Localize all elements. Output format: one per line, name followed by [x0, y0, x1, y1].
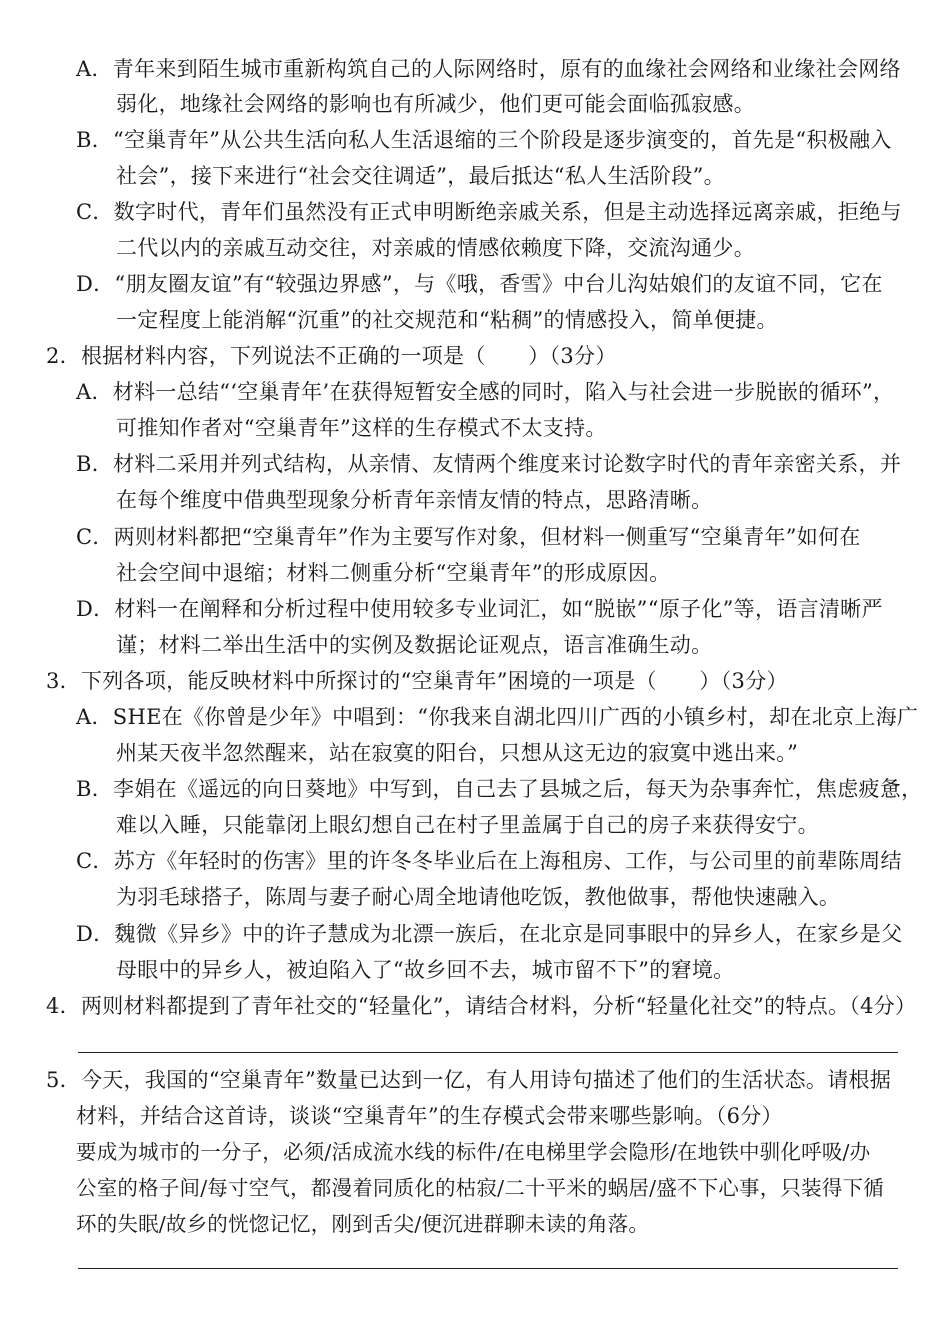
q2-option-a-line1: A．材料一总结“‘空巢青年’在获得短暂安全感的同时，陷入与社会进一步脱嵌的循环”， [76, 380, 895, 404]
q5-answer-line[interactable] [78, 1268, 898, 1269]
q2-option-d-line1: D．材料一在阐释和分析过程中使用较多专业词汇，如“脱嵌”“原子化”等，语言清晰严 [76, 597, 883, 621]
q1-option-a-line1: A．青年来到陌生城市重新构筑自己的人际网络时，原有的血缘社会网络和业缘社会网络 [76, 57, 901, 81]
q3-option-b-line1: B．李娟在《遥远的向日葵地》中写到，自己去了县城之后，每天为杂事奔忙，焦虑疲惫， [76, 777, 923, 801]
q4-stem: 4．两则材料都提到了青年社交的“轻量化”，请结合材料，分析“轻量化社交”的特点。（4分） [46, 994, 917, 1018]
q1-option-d-line2: 一定程度上能消解“沉重”的社交规范和“粘稠”的情感投入，简单便捷。 [116, 308, 778, 332]
q5-poem-line3: 环的失眠/故乡的恍惚记忆，刚到舌尖/便沉进群聊未读的角落。 [76, 1212, 650, 1236]
q1-option-d-line1: D．“朋友圈友谊”有“较强边界感”，与《哦，香雪》中台儿沟姑娘们的友谊不同，它在 [76, 272, 883, 296]
q3-option-a-line2: 州某天夜半忽然醒来，站在寂寞的阳台，只想从这无边的寂寞中逃出来。” [116, 741, 799, 765]
q3-option-b-line2: 难以入睡，只能靠闭上眼幻想自己在村子里盖属于自己的房子来获得安宁。 [116, 813, 819, 837]
q1-option-b-line1: B．“空巢青年”从公共生活向私人生活退缩的三个阶段是逐步演变的，首先是“积极融入 [76, 128, 892, 152]
q3-option-d-line2: 母眼中的异乡人，被迫陷入了“故乡回不去，城市留不下”的窘境。 [116, 958, 735, 982]
q3-option-d-line1: D．魏微《异乡》中的许子慧成为北漂一族后，在北京是同事眼中的异乡人，在家乡是父 [76, 922, 903, 946]
q2-option-a-line2: 可推知作者对“空巢青年”这样的生存模式不太支持。 [116, 416, 607, 440]
q1-option-c-line2: 二代以内的亲戚互动交往，对亲戚的情感依赖度下降，交流沟通少。 [116, 236, 755, 260]
q5-stem-line1: 5．今天，我国的“空巢青年”数量已达到一亿，有人用诗句描述了他们的生活状态。请根据 [46, 1068, 892, 1092]
q5-poem-line2: 公室的格子间/每寸空气，都漫着同质化的枯寂/二十平米的蜗居/盛不下心事，只装得下循 [76, 1176, 884, 1200]
q1-option-a-line2: 弱化，地缘社会网络的影响也有所减少，他们更可能会面临孤寂感。 [116, 92, 755, 116]
q3-stem: 3．下列各项，能反映材料中所探讨的“空巢青年”困境的一项是（ ）（3分） [46, 669, 788, 693]
q2-option-b-line2: 在每个维度中借典型现象分析青年亲情友情的特点，思路清晰。 [116, 488, 713, 512]
q2-stem: 2．根据材料内容，下列说法不正确的一项是（ ）（3分） [46, 344, 617, 368]
q2-option-c-line2: 社会空间中退缩；材料二侧重分析“空巢青年”的形成原因。 [116, 561, 671, 585]
q1-option-c-line1: C．数字时代，青年们虽然没有正式申明断绝亲戚关系，但是主动选择远离亲戚，拒绝与 [76, 200, 902, 224]
q3-option-c-line2: 为羽毛球搭子，陈周与妻子耐心周全地请他吃饭，教他做事，帮他快速融入。 [116, 885, 841, 909]
q3-option-a-line1: A．SHE在《你曾是少年》中唱到：“你我来自湖北四川广西的小镇乡村，却在北京上海广 [76, 705, 919, 729]
q4-answer-line[interactable] [78, 1052, 898, 1053]
q5-poem-line1: 要成为城市的一分子，必须/活成流水线的标件/在电梯里学会隐形/在地铁中驯化呼吸/办 [76, 1140, 871, 1164]
q1-option-b-line2: 社会”，接下来进行“社会交往调适”，最后抵达“私人生活阶段”。 [116, 164, 725, 188]
q3-option-c-line1: C．苏方《年轻时的伤害》里的许冬冬毕业后在上海租房、工作，与公司里的前辈陈周结 [76, 849, 902, 873]
q2-option-d-line2: 谨；材料二举出生活中的实例及数据论证观点，语言准确生动。 [116, 633, 713, 657]
q2-option-b-line1: B．材料二采用并列式结构，从亲情、友情两个维度来讨论数字时代的青年亲密关系，并 [76, 452, 902, 476]
q2-option-c-line1: C．两则材料都把“空巢青年”作为主要写作对象，但材料一侧重写“空巢青年”如何在 [76, 525, 861, 549]
q5-stem-line2: 材料，并结合这首诗，谈谈“空巢青年”的生存模式会带来哪些影响。（6分） [76, 1104, 783, 1128]
